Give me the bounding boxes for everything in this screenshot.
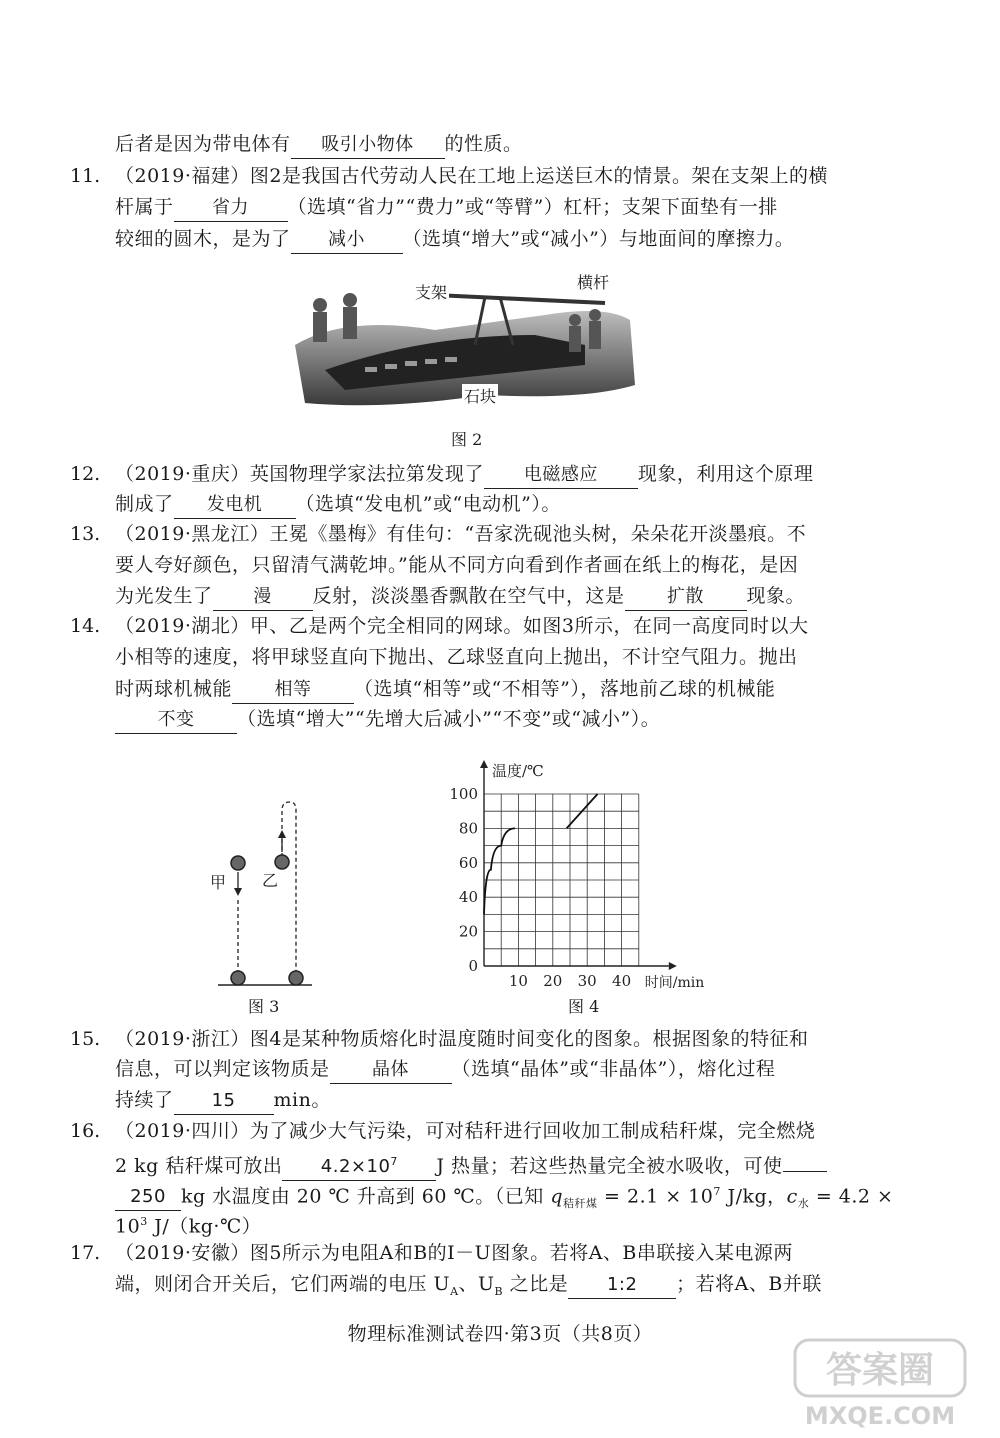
q15-line1: [115, 1026, 809, 1052]
figure4-chart: [440, 760, 730, 1000]
q16-q-symbol: q: [550, 1185, 563, 1208]
q16-answer1: [282, 1149, 436, 1181]
q16-c-value: = 4.2 ×: [809, 1185, 894, 1208]
q12-text1b: 现象，利用这个原理: [637, 463, 814, 485]
q11-line3: [115, 226, 794, 254]
q17-number: 17.: [70, 1242, 101, 1264]
y-tick-label: 100: [449, 785, 478, 803]
q17-ub-sub: B: [494, 1284, 504, 1298]
q16-q-exp: 7: [713, 1185, 721, 1198]
figure2-caption: 图 2: [451, 430, 483, 449]
q12-answer2: 发电机: [174, 492, 296, 519]
label-yi: 乙: [262, 871, 279, 890]
q11-source: （2019·福建）: [115, 165, 250, 187]
q11-text3b: （选填“增大”或“减小”）与地面间的摩擦力。: [402, 228, 795, 250]
q15-answer2: 15: [174, 1088, 274, 1115]
y-tick-label: 60: [458, 853, 478, 872]
q13-line3: [115, 583, 805, 611]
q14-line1: [115, 613, 809, 639]
figure3-caption: 图 3: [248, 997, 280, 1016]
q16-text2b: J 热量；若这些热量完全被水吸收，可使: [436, 1155, 783, 1177]
y-axis-arrow-icon: [480, 760, 488, 768]
q15-text3b: min。: [273, 1089, 331, 1111]
label-shikuai: 石块: [462, 384, 498, 407]
q12-text2b: （选填“发电机”或“电动机”）。: [295, 493, 561, 515]
q11-answer1: 省力: [174, 195, 288, 222]
q11-text2b: （选填“省力”“费力”或“等臂”）杠杆；支架下面垫有一排: [287, 196, 778, 218]
q16-source: （2019·四川）: [115, 1120, 250, 1142]
label-henggan: 横杆: [575, 270, 611, 293]
q16-c-symbol: c: [786, 1185, 798, 1208]
ball-jia-bottom: [231, 971, 245, 985]
q16-line4: [115, 1209, 261, 1239]
q13-text3c: 现象。: [746, 585, 806, 607]
x-axis-arrow-icon: [669, 962, 677, 970]
figure4-caption: 图 4: [568, 997, 600, 1016]
q16-text3: kg 水温度由 20 ℃ 升高到 60 ℃。（已知: [181, 1185, 551, 1208]
q14-answer2: 不变: [115, 707, 237, 734]
q15-text2: 信息，可以判定该物质是: [115, 1058, 330, 1080]
q14-text4: （选填“增大”“先增大后减小”“不变”或“减小”）。: [237, 708, 661, 730]
crossbar-beam: [435, 295, 605, 303]
ball-yi-bottom: [289, 971, 303, 985]
q10-text-post: 的性质。: [444, 133, 523, 155]
ball-jia-top: [231, 856, 245, 870]
q14-source: （2019·湖北）: [115, 615, 250, 637]
label-jia: 甲: [210, 873, 227, 892]
q14-line2: 小相等的速度，将甲球竖直向下抛出、乙球竖直向上抛出，不计空气阻力。抛出: [115, 646, 798, 668]
q13-answer1: 漫: [213, 584, 313, 611]
q12-source: （2019·重庆）: [115, 463, 250, 485]
q16-line1: [115, 1118, 815, 1144]
ball-yi-path: [282, 802, 296, 972]
y-axis-label: 温度/℃: [492, 762, 544, 780]
q12-line2: [115, 491, 561, 519]
q16-answer1-base: 4.2×10: [320, 1156, 391, 1177]
y-tick-label: 80: [458, 819, 478, 838]
q16-q-sub: 秸秆煤: [563, 1197, 598, 1211]
q16-text1: 为了减少大气污染，可对秸秆进行回收加工制成秸秆煤，完全燃烧: [249, 1120, 816, 1142]
q17-ua-sub: A: [450, 1284, 459, 1298]
q14-line3: [115, 676, 775, 704]
q13-line2: 要人夸好颜色，只留清气满乾坤。”能从不同方向看到作者画在纸上的梅花，是因: [115, 554, 799, 576]
q14-text1: 甲、乙是两个完全相同的网球。如图3所示，在同一高度同时以大: [249, 615, 809, 637]
x-tick-label: 30: [577, 972, 597, 990]
q17-line1: [115, 1240, 793, 1266]
q13-text3b: 反射，淡淡墨香飘散在空气中，这是: [312, 585, 625, 607]
q16-text4: J/（kg·℃）: [147, 1215, 262, 1238]
q17-text2c: ；若将A、B并联: [676, 1273, 822, 1295]
chart-axes: [480, 760, 677, 970]
q12-text1: 英国物理学家法拉第发现了: [249, 463, 484, 485]
x-axis-label: 时间/min: [644, 975, 705, 991]
y-tick-label: 20: [458, 922, 478, 941]
q14-answer1: 相等: [232, 677, 354, 704]
q14-text3b: （选填“相等”或“不相等”），落地前乙球的机械能: [354, 678, 776, 700]
q10-text: 后者是因为带电体有: [115, 133, 291, 155]
arrow-up-icon: [278, 830, 286, 838]
q15-source: （2019·浙江）: [115, 1028, 250, 1050]
q13-answer2: 扩散: [625, 584, 747, 611]
q10-line: [115, 131, 523, 159]
q16-number: 16.: [70, 1120, 101, 1142]
x-tick-label: 40: [612, 972, 632, 990]
q17-line2: [115, 1271, 822, 1305]
q17-text1: 图5所示为电阻A和B的I－U图象。若将A、B串联接入某电源两: [249, 1242, 793, 1264]
arrow-down-icon: [234, 888, 242, 896]
q15-text2b: （选填“晶体”或“非晶体”），熔化过程: [451, 1058, 776, 1080]
q11-answer2: 减小: [291, 227, 403, 254]
q12-line1: [115, 461, 813, 489]
watermark-logo-text: 答案圈: [825, 1350, 935, 1391]
q15-text1: 图4是某种物质熔化时温度随时间变化的图象。根据图象的特征和: [249, 1028, 809, 1050]
q14-number: 14.: [70, 615, 101, 637]
q12-text2: 制成了: [115, 493, 174, 515]
q11-number: 11.: [70, 165, 101, 187]
q16-blank-tail: [783, 1171, 827, 1172]
q11-text2: 杆属于: [115, 196, 174, 218]
q11-text3: 较细的圆木，是为了: [115, 228, 291, 250]
q17-text2b: 之比是: [503, 1273, 569, 1295]
q15-text3: 持续了: [115, 1089, 174, 1111]
watermark-url: MXQE.COM: [804, 1402, 956, 1430]
q15-number: 15.: [70, 1028, 101, 1050]
q11-text1: 图2是我国古代劳动人民在工地上运送巨木的情景。架在支架上的横: [249, 165, 828, 187]
series-line-solid-heating: [484, 828, 515, 914]
q13-line1: [115, 521, 806, 547]
chart-grid: [484, 794, 639, 966]
q14-text3: 时两球机械能: [115, 678, 233, 700]
q17-text2-sep: 、U: [458, 1273, 495, 1295]
q15-line2: [115, 1056, 775, 1084]
q13-source: （2019·黑龙江）: [115, 523, 270, 545]
q17-answer1: 1:2: [568, 1272, 676, 1299]
page-footer: 物理标准测试卷四·第3页（共8页）: [347, 1323, 653, 1345]
q13-text1: 王冕《墨梅》有佳句：“吾家洗砚池头树，朵朵花开淡墨痕。不: [269, 523, 807, 545]
q11-line2: [115, 194, 778, 222]
q16-answer2: 250: [115, 1184, 181, 1211]
q10-answer: 吸引小物体: [291, 132, 445, 159]
q11-line1: [115, 163, 828, 189]
q15-answer1: 晶体: [330, 1057, 452, 1084]
q17-source: （2019·安徽）: [115, 1242, 250, 1264]
q16-q-value: = 2.1 × 10: [597, 1185, 714, 1208]
figure3-diagram: [200, 800, 320, 990]
q16-text4-base: 10: [115, 1215, 141, 1238]
q16-answer1-exp: 7: [390, 1155, 398, 1168]
q12-number: 12.: [70, 463, 101, 485]
label-zhijia: 支架: [413, 280, 449, 303]
watermark-logo: [785, 1332, 975, 1432]
q16-q-unit: J/kg，: [720, 1185, 787, 1208]
q16-text4-exp: 3: [140, 1215, 148, 1228]
q15-line3: [115, 1087, 331, 1115]
q17-text2: 端，则闭合开关后，它们两端的电压 U: [115, 1273, 451, 1295]
q13-number: 13.: [70, 523, 101, 545]
q13-text3: 为光发生了: [115, 585, 213, 607]
q12-answer1: 电磁感应: [484, 462, 638, 489]
y-tick-label: 40: [458, 888, 478, 907]
y-tick-label: 0: [468, 957, 478, 975]
q16-c-sub: 水: [797, 1197, 810, 1211]
x-tick-label: 10: [508, 972, 528, 990]
x-tick-label: 20: [543, 972, 563, 990]
q14-line4: [115, 706, 660, 734]
q16-line2: [115, 1149, 827, 1181]
q16-text2: 2 kg 秸秆煤可放出: [115, 1155, 283, 1177]
ball-yi-top: [275, 855, 289, 869]
